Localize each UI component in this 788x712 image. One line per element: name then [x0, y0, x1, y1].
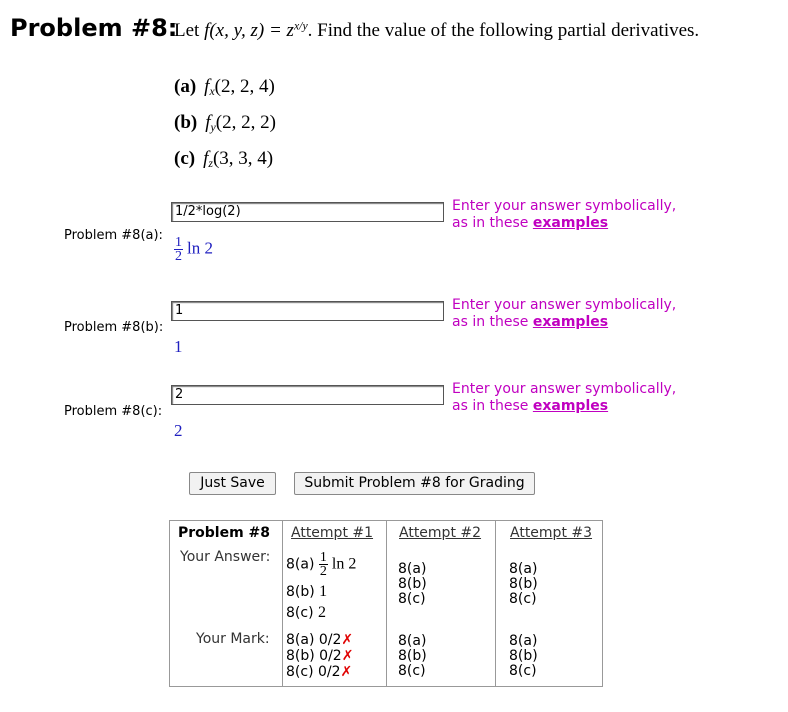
preview-a-denominator: 2 [175, 249, 182, 264]
hint-line: Enter your answer symbolically, [452, 381, 677, 397]
part-a-label: (a) [174, 76, 197, 97]
examples-link[interactable]: examples [532, 314, 609, 330]
part-c-label: (c) [174, 148, 196, 169]
attempt-1-marks [286, 632, 353, 680]
answer-a-hint [452, 198, 676, 232]
attempt-3-answers [509, 562, 538, 607]
function-exponent: x/y [293, 19, 308, 33]
attempt-2-b: 8(b) [398, 576, 427, 592]
your-answer-label: Your Answer: [180, 549, 271, 565]
attempt-3-mark-b: 8(b) [509, 648, 538, 664]
attempt-2-mark-b: 8(b) [398, 648, 427, 664]
attempt-3-mark-a: 8(a) [509, 633, 538, 649]
attempt-1-answer-c [286, 604, 326, 622]
attempt-1-a-denominator: 2 [319, 564, 327, 579]
answer-b-label: Problem #8(b): [64, 320, 164, 335]
answer-b-preview: 1 [174, 337, 183, 356]
part-c-var: z [208, 156, 213, 170]
incorrect-icon: ✗ [340, 664, 353, 680]
answer-c-input[interactable]: 2 [171, 385, 444, 405]
just-save-button[interactable]: Just Save [189, 472, 276, 495]
attempt-3-marks [509, 634, 538, 679]
answer-c-hint [452, 381, 676, 415]
attempt-3-link[interactable]: Attempt #3 [510, 525, 593, 541]
attempt-3-c: 8(c) [509, 591, 537, 607]
attempt-1-c-value: 2 [317, 604, 326, 621]
attempts-header: Problem #8 [178, 525, 271, 541]
part-b-label: (b) [174, 112, 198, 133]
part-c-args: (3, 3, 4) [212, 148, 274, 169]
examples-link[interactable]: examples [532, 398, 609, 414]
answer-a-label: Problem #8(a): [64, 228, 163, 243]
preview-a-rest: ln 2 [187, 238, 213, 258]
attempt-2-c: 8(c) [398, 591, 426, 607]
attempts-table [169, 520, 603, 687]
attempt-1-a-numerator: 1 [319, 550, 327, 565]
attempt-1-mark-c: 8(c) 0/2 [286, 664, 341, 680]
attempt-1-mark-b: 8(b) 0/2 [286, 648, 342, 664]
answer-c-label: Problem #8(c): [64, 404, 163, 419]
attempt-2-mark-a: 8(a) [398, 633, 427, 649]
part-a-func: f [204, 76, 210, 97]
attempt-3-a: 8(a) [509, 561, 538, 577]
attempt-1-link[interactable]: Attempt #1 [291, 525, 374, 541]
part-b-var: y [210, 120, 216, 134]
part-b [174, 112, 276, 134]
hint-prefix: as in these [452, 314, 533, 330]
preview-a-numerator: 1 [175, 235, 182, 250]
attempt-2-marks [398, 634, 427, 679]
attempt-1-answer-b [286, 583, 327, 601]
attempt-3-mark-c: 8(c) [509, 663, 537, 679]
hint-prefix: as in these [452, 398, 533, 414]
function-definition: f(x, y, z) = z [204, 20, 294, 41]
answer-a-input[interactable]: 1/2*log(2) [171, 202, 444, 222]
answer-a-preview [174, 236, 213, 263]
answer-b-input[interactable]: 1 [171, 301, 444, 321]
attempt-2-link[interactable]: Attempt #2 [399, 525, 482, 541]
incorrect-icon: ✗ [341, 648, 354, 664]
examples-link[interactable]: examples [532, 215, 609, 231]
incorrect-icon: ✗ [341, 632, 354, 648]
attempt-3-b: 8(b) [509, 576, 538, 592]
part-a [174, 76, 275, 98]
attempt-1-b-value: 1 [319, 583, 328, 600]
problem-statement [174, 20, 699, 42]
intro-text: Let [174, 20, 200, 41]
attempt-2-answers [398, 562, 427, 607]
part-c-func: f [203, 148, 209, 169]
attempt-2-a: 8(a) [398, 561, 427, 577]
part-b-func: f [205, 112, 211, 133]
attempt-1-c-prefix: 8(c) [286, 605, 314, 621]
part-a-var: x [209, 84, 215, 98]
answer-b-hint [452, 297, 676, 331]
part-a-args: (2, 2, 4) [214, 76, 275, 97]
attempt-1-a-prefix: 8(a) [286, 556, 315, 573]
instruction-text: . Find the value of the following partial derivatives. [307, 20, 700, 41]
part-b-args: (2, 2, 2) [215, 112, 276, 133]
attempt-1-b-prefix: 8(b) [286, 584, 315, 600]
attempt-1-mark-a: 8(a) 0/2 [286, 632, 342, 648]
attempt-1-answer-a [286, 551, 356, 578]
hint-line: Enter your answer symbolically, [452, 198, 677, 214]
problem-title: Problem #8: [10, 14, 178, 42]
your-mark-label: Your Mark: [196, 631, 270, 647]
part-c [174, 148, 273, 170]
attempt-2-mark-c: 8(c) [398, 663, 426, 679]
attempt-1-a-rest: ln 2 [331, 555, 357, 573]
answer-c-preview: 2 [174, 421, 183, 440]
submit-button[interactable]: Submit Problem #8 for Grading [294, 472, 535, 495]
hint-prefix: as in these [452, 215, 533, 231]
hint-line: Enter your answer symbolically, [452, 297, 677, 313]
